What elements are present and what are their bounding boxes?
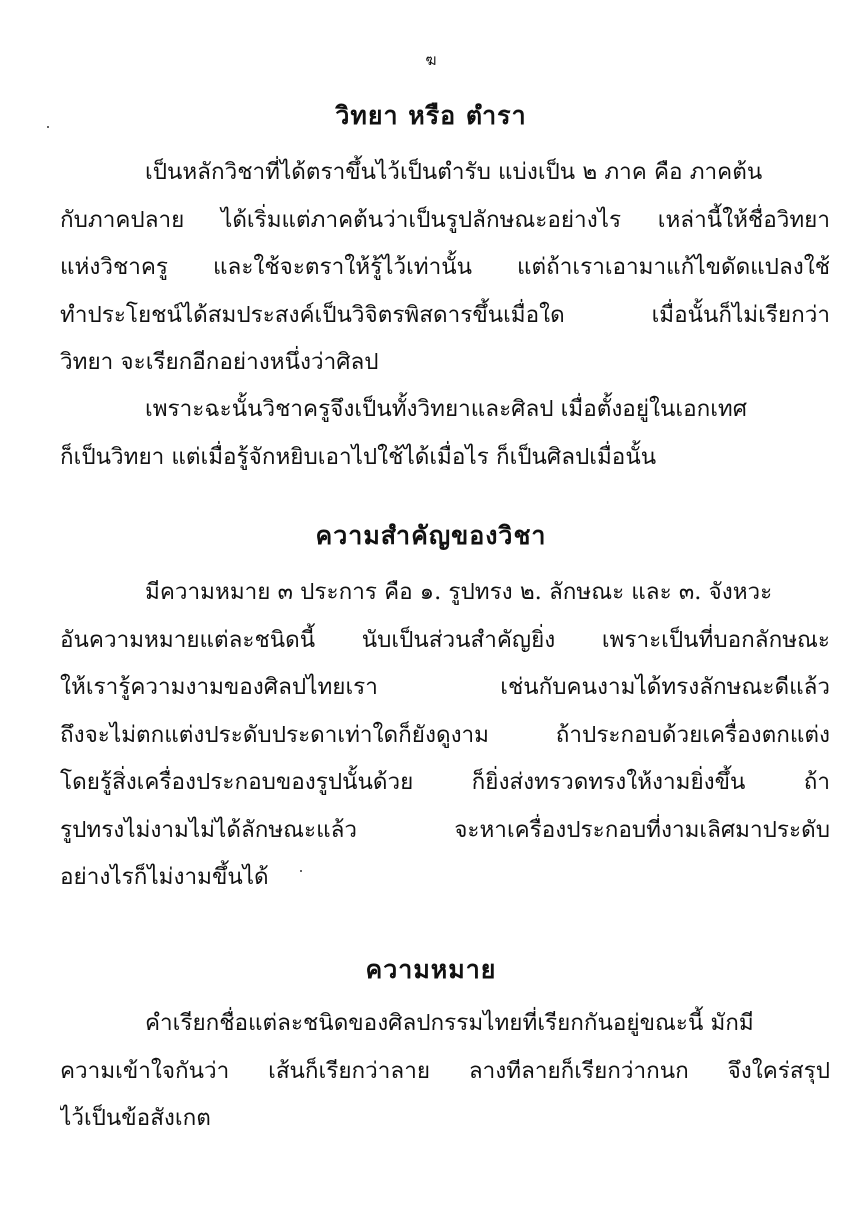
text-line: อย่างไรก็ไม่งามขึ้นได้ [60,864,269,890]
text-line: ทำประโยชน์ได้สมประสงค์เป็นวิจิตรพิสดารขึ้นเมื่อใด เมื่อนั้นก็ไม่เรียกว่า [60,301,830,328]
text-line: มีความหมาย ๓ ประการ คือ ๑. รูปทรง ๒. ลักษณะ และ ๓. จังหวะ [145,579,773,605]
text-line: กับภาคปลาย ได้เริ่มแต่ภาคต้นว่าเป็นรูปลักษณะอย่างไร เหล่านี้ให้ชื่อวิทยา [60,206,830,233]
text-line: เป็นหลักวิชาที่ได้ตราขึ้นไว้เป็นตำรับ แบ่งเป็น ๒ ภาค คือ ภาคต้น [145,159,763,185]
text-line: อันความหมายแต่ละชนิดนี้ นับเป็นส่วนสำคัญยิ่ง เพราะเป็นที่บอกลักษณะ [60,626,830,653]
section-heading-meaning: ความหมาย [365,955,497,984]
text-line: ความเข้าใจกันว่า เส้นก็เรียกว่าลาย ลางทีลายก็เรียกว่ากนก จึงใคร่สรุป [60,1057,830,1084]
paragraph-vitthaya-and-sinlapa [60,386,830,481]
scan-speck [300,870,302,872]
text-line: ให้เรารู้ความงามของศิลปไทยเรา เช่นกับคนงามได้ทรงลักษณะดีแล้ว [60,674,830,700]
text-line: แห่งวิชาครู และใช้จะตราให้รู้ไว้เท่านั้น แต่ถ้าเราเอามาแก้ไขดัดแปลงใช้ [60,254,830,280]
text-line: คำเรียกชื่อแต่ละชนิดของศิลปกรรมไทยที่เรียกกันอยู่ขณะนี้ มักมี [145,1010,754,1036]
text-line: ไว้เป็นข้อสังเกต [60,1105,211,1131]
paragraph-vitthaya-definition [60,149,830,387]
text-line: โดยรู้สิ่งเครื่องประกอบของรูปนั้นด้วย ก็ยิ่งส่งทรวดทรงให้งามยิ่งขึ้น ถ้า [60,769,830,795]
text-line: ถึงจะไม่ตกแต่งประดับประดาเท่าใดก็ยังดูงาม ถ้าประกอบด้วยเครื่องตกแต่ง [60,721,830,748]
text-line: ก็เป็นวิทยา แต่เมื่อรู้จักหยิบเอาไปใช้ได้เมื่อไร ก็เป็นศิลปเมื่อนั้น [60,443,657,470]
section-heading-vitthaya: วิทยา หรือ ตำรา [335,101,527,130]
page-number: ฆ [425,51,437,69]
text-line: วิทยา จะเรียกอีกอย่างหนึ่งว่าศิลป [60,349,379,375]
paragraph-importance [60,569,830,902]
scan-speck [47,126,49,128]
paragraph-meaning [60,1000,830,1143]
section-heading-importance: ความสำคัญของวิชา [315,521,547,550]
text-line: รูปทรงไม่งามไม่ได้ลักษณะแล้ว จะหาเครื่องประกอบที่งามเลิศมาประดับ [60,816,830,843]
text-line: เพราะฉะนั้นวิชาครูจึงเป็นทั้งวิทยาและศิลป เมื่อตั้งอยู่ในเอกเทศ [145,396,748,422]
